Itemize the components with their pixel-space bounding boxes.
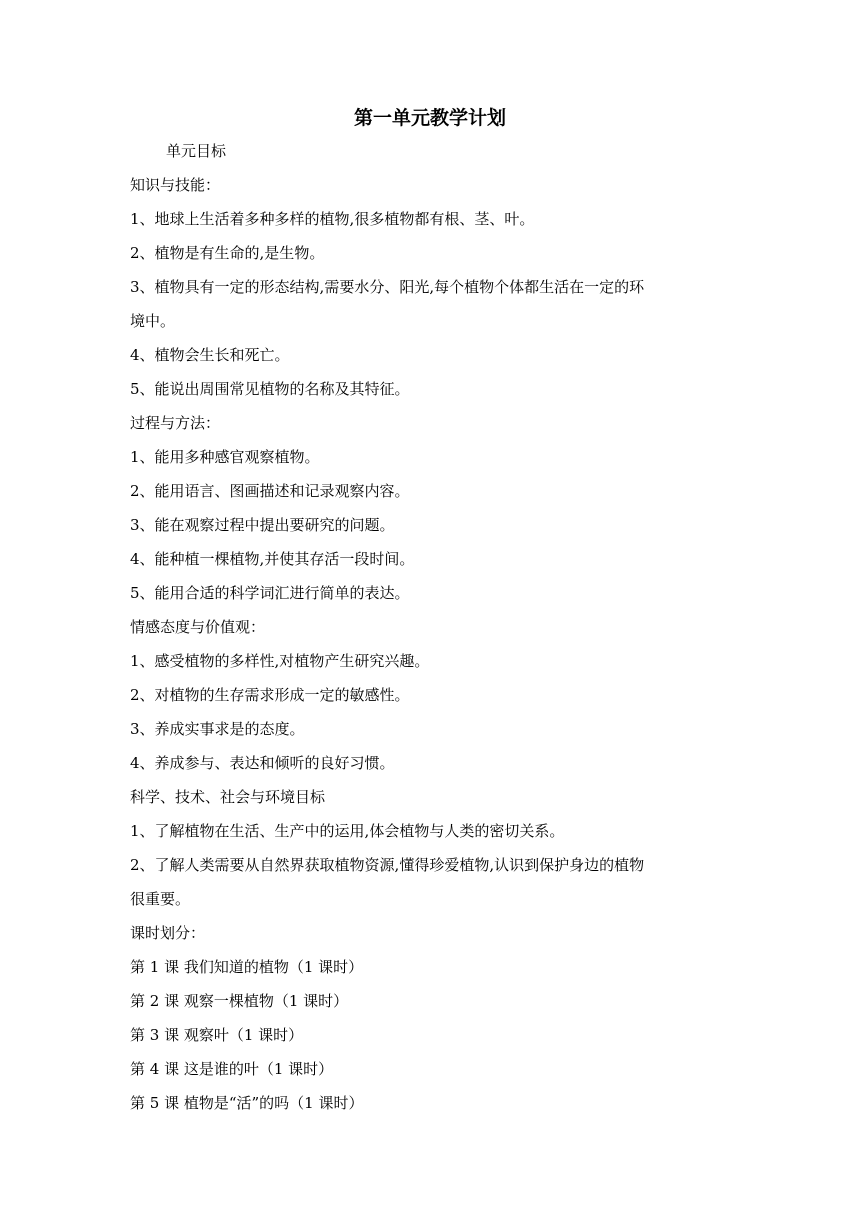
list-item: 5、能用合适的科学词汇进行简单的表达。	[130, 584, 410, 602]
subheading-attitudes-values: 情感态度与价值观：	[130, 618, 266, 636]
section-heading-unit-goals: 单元目标	[166, 142, 227, 160]
list-item: 2、能用语言、图画描述和记录观察内容。	[130, 482, 410, 500]
list-item: 1、感受植物的多样性,对植物产生研究兴趣。	[130, 652, 430, 670]
list-item: 2、了解人类需要从自然界获取植物资源,懂得珍爱植物,认识到保护身边的植物	[130, 856, 645, 874]
list-item: 1、了解植物在生活、生产中的运用,体会植物与人类的密切关系。	[130, 822, 565, 840]
subheading-knowledge-skills: 知识与技能：	[130, 176, 221, 194]
document-body	[130, 134, 740, 1120]
lesson-item: 第 2 课 观察一棵植物（1 课时）	[130, 992, 349, 1010]
lesson-item: 第 5 课 植物是“活”的吗（1 课时）	[130, 1094, 364, 1112]
list-item: 2、植物是有生命的,是生物。	[130, 244, 325, 262]
list-item: 3、养成实事求是的态度。	[130, 720, 305, 738]
subheading-stse-goals: 科学、技术、社会与环境目标	[130, 788, 326, 806]
lesson-item: 第 1 课 我们知道的植物（1 课时）	[130, 958, 364, 976]
list-item: 4、能种植一棵植物,并使其存活一段时间。	[130, 550, 415, 568]
list-item: 4、植物会生长和死亡。	[130, 346, 290, 364]
list-item: 4、养成参与、表达和倾听的良好习惯。	[130, 754, 395, 772]
list-item: 3、植物具有一定的形态结构,需要水分、阳光,每个植物个体都生活在一定的环	[130, 278, 645, 296]
list-item: 1、地球上生活着多种多样的植物,很多植物都有根、茎、叶。	[130, 210, 535, 228]
list-item-continuation: 境中。	[130, 312, 176, 330]
list-item: 1、能用多种感官观察植物。	[130, 448, 320, 466]
list-item: 5、能说出周围常见植物的名称及其特征。	[130, 380, 410, 398]
subheading-process-methods: 过程与方法：	[130, 414, 221, 432]
lesson-item: 第 3 课 观察叶（1 课时）	[130, 1026, 304, 1044]
document-title: 第一单元教学计划	[353, 107, 506, 129]
list-item-continuation: 很重要。	[130, 890, 191, 908]
lesson-item: 第 4 课 这是谁的叶（1 课时）	[130, 1060, 334, 1078]
list-item: 2、对植物的生存需求形成一定的敏感性。	[130, 686, 410, 704]
list-item: 3、能在观察过程中提出要研究的问题。	[130, 516, 395, 534]
subheading-lesson-plan: 课时划分：	[130, 924, 206, 942]
